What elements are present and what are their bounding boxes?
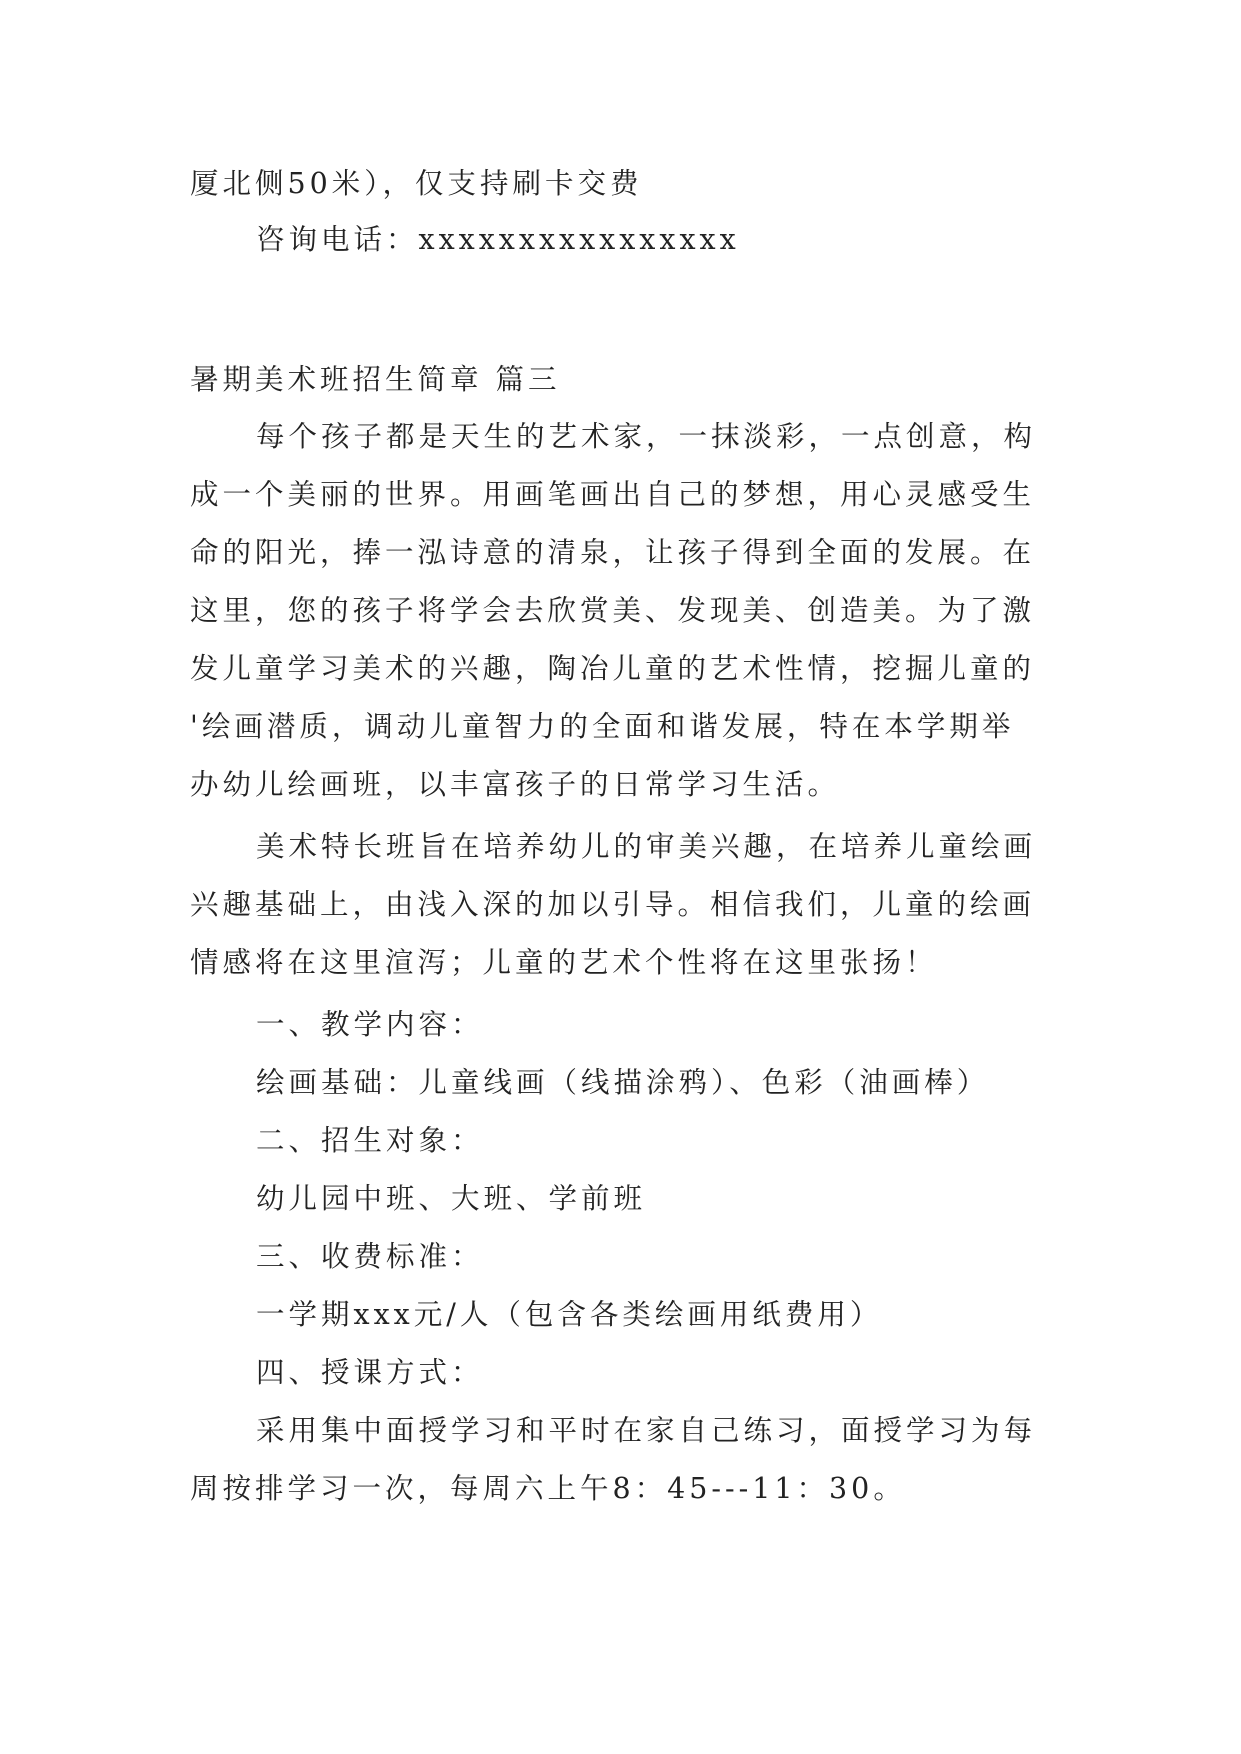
intro-line-address: 厦北侧50米），仅支持刷卡交费	[190, 167, 643, 200]
paragraph-line: 周按排学习一次，每周六上午8：45---11：30。	[190, 1472, 906, 1505]
document-body	[190, 156, 1052, 1518]
paragraph-line: 命的阳光，捧一泓诗意的清泉，让孩子得到全面的发展。在	[190, 536, 1036, 569]
heading-teaching-method: 四、授课方式：	[256, 1356, 484, 1389]
paragraph-line: 发儿童学习美术的兴趣，陶冶儿童的艺术性情，挖掘儿童的	[190, 652, 1036, 685]
section-title: 暑期美术班招生简章 篇三	[190, 363, 561, 396]
paragraph-1	[190, 408, 1052, 814]
paragraph-line: 每个孩子都是天生的艺术家，一抹淡彩，一点创意，构	[256, 420, 1037, 453]
intro-line-phone: 咨询电话：xxxxxxxxxxxxxxxx	[256, 223, 740, 256]
paragraph-line: 这里，您的孩子将学会去欣赏美、发现美、创造美。为了激	[190, 594, 1036, 627]
item-teaching-content: 绘画基础：儿童线画（线描涂鸦）、色彩（油画棒）	[256, 1066, 990, 1099]
paragraph-line: 情感将在这里渲泻；儿童的艺术个性将在这里张扬！	[190, 946, 938, 979]
paragraph-2	[190, 818, 1052, 992]
paragraph-line: 采用集中面授学习和平时在家自己练习，面授学习为每	[256, 1414, 1037, 1447]
paragraph-line: '绘画潜质，调动儿童智力的全面和谐发展，特在本学期举	[190, 710, 1015, 743]
paragraph-line: 办幼儿绘画班，以丰富孩子的日常学习生活。	[190, 768, 841, 801]
paragraph-line: 兴趣基础上，由浅入深的加以引导。相信我们，儿童的绘画	[190, 888, 1036, 921]
paragraph-3	[190, 1402, 1052, 1518]
item-enrollment-target: 幼儿园中班、大班、学前班	[256, 1182, 647, 1215]
item-list	[190, 996, 1052, 1402]
section-spacer	[190, 268, 1052, 352]
heading-teaching-content: 一、教学内容：	[256, 1008, 484, 1041]
heading-enrollment-target: 二、招生对象：	[256, 1124, 484, 1157]
paragraph-line: 美术特长班旨在培养幼儿的审美兴趣，在培养儿童绘画	[256, 830, 1037, 863]
heading-fee-standard: 三、收费标准：	[256, 1240, 484, 1273]
item-fee-standard: 一学期xxx元/人（包含各类绘画用纸费用）	[256, 1298, 883, 1331]
paragraph-line: 成一个美丽的世界。用画笔画出自己的梦想，用心灵感受生	[190, 478, 1036, 511]
